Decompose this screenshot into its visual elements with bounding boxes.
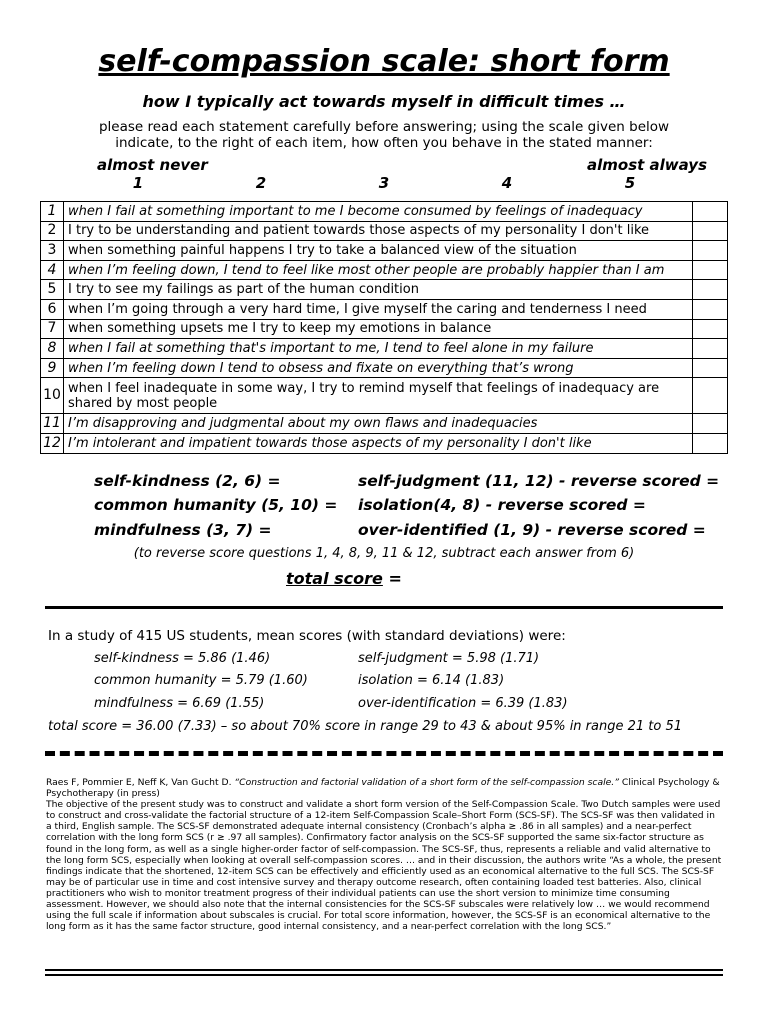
item-number: 8	[41, 339, 64, 359]
item-statement: when something painful happens I try to take a balanced view of the situation	[64, 241, 693, 261]
answer-box[interactable]	[693, 299, 728, 319]
item-statement: when I fail at something important to me I become consumed by feelings of inadequacy	[64, 202, 693, 222]
instructions-line-1: please read each statement carefully before answering; using the scale given below	[98, 119, 670, 135]
item-statement: I’m disapproving and judgmental about my own flaws and inadequacies	[64, 414, 693, 434]
item-statement: when something upsets me I try to keep my emotions in balance	[64, 319, 693, 339]
answer-box[interactable]	[693, 319, 728, 339]
bottom-rule-1	[45, 969, 723, 971]
item-row	[41, 378, 728, 414]
score-isolation	[358, 496, 646, 514]
answer-box[interactable]	[693, 378, 728, 414]
item-number: 7	[41, 319, 64, 339]
score-over-identified	[358, 521, 706, 539]
score-self-judgment	[358, 472, 719, 490]
dashed-divider	[45, 751, 723, 756]
answer-box[interactable]	[693, 280, 728, 300]
stat-total-score: total score = 36.00 (7.33) – so about 70% score in range 29 to 43 & about 95% in range 21 to 51	[48, 719, 683, 734]
scale-anchor-high: almost always	[587, 156, 708, 174]
stat-over-identification: over-identification = 6.39 (1.83)	[358, 696, 568, 711]
answer-box[interactable]	[693, 433, 728, 453]
citation-title: “Construction and factorial validation of a short form of the self-compassion scale.”	[234, 777, 619, 788]
item-number: 12	[41, 433, 64, 453]
scale-anchor-low: almost never	[97, 156, 208, 174]
item-number: 3	[41, 241, 64, 261]
items-table	[40, 201, 728, 454]
item-statement: when I’m feeling down, I tend to feel like most other people are probably happier than I am	[64, 260, 693, 280]
answer-box[interactable]	[693, 339, 728, 359]
item-statement: I’m intolerant and impatient towards those aspects of my personality I don't like	[64, 433, 693, 453]
stat-common-humanity: common humanity = 5.79 (1.60)	[94, 673, 308, 688]
item-row	[41, 260, 728, 280]
item-row	[41, 433, 728, 453]
total-score-equals: =	[382, 569, 402, 588]
item-row	[41, 241, 728, 261]
item-number: 6	[41, 299, 64, 319]
score-common-humanity: common humanity (5, 10) =	[94, 496, 338, 514]
item-statement: when I’m feeling down I tend to obsess and fixate on everything that’s wrong	[64, 358, 693, 378]
item-number: 5	[41, 280, 64, 300]
item-row	[41, 358, 728, 378]
stat-self-judgment: self-judgment = 5.98 (1.71)	[358, 651, 540, 666]
answer-box[interactable]	[693, 414, 728, 434]
reverse-scored-suffix: - reverse scored =	[540, 521, 706, 539]
item-number: 4	[41, 260, 64, 280]
scale-point-2: 2	[255, 174, 267, 192]
item-row	[41, 414, 728, 434]
citation	[46, 777, 722, 799]
total-score-label: total score	[286, 569, 383, 588]
answer-box[interactable]	[693, 241, 728, 261]
item-row	[41, 221, 728, 241]
stat-mindfulness: mindfulness = 6.69 (1.55)	[94, 696, 265, 711]
scale-point-5: 5	[624, 174, 636, 192]
item-row	[41, 280, 728, 300]
answer-box[interactable]	[693, 358, 728, 378]
stat-self-kindness: self-kindness = 5.86 (1.46)	[94, 651, 271, 666]
item-number: 11	[41, 414, 64, 434]
bottom-rule-2	[45, 974, 723, 976]
section-divider	[45, 606, 723, 609]
abstract-text: The objective of the present study was to construct and validate a short form version of the Self-Compassion Scale. Two Dutch samples were used to construct and cross-validate the factorial structure of a 12-item Self-Compassion Scale–Short Form (SCS-SF). The SCS-SF was then validated in a third, English sample. The SCS-SF demonstrated adequate internal consistency (Cronbach’s alpha ≥ .86 in all samples) and a near-perfect correlation with the long form SCS (r ≥ .97 all samples). Confirmatory factor analysis on the SCS-SF supported the same six-factor structure as found in the long form, as well as a single higher-order factor of self-compassion. The SCS-SF, thus, represents a reliable and valid alternative to the long form SCS, especially when looking at overall self-compassion scores. … and in their discussion, the authors write “As a whole, the present findings indicate that the shortened, 12-item SCS can be effectively and efficiently used as an economical alternative to the full SCS. The SCS-SF may be of particular use in time and cost intensive survey and therapy outcome research, often containing loaded test batteries. Also, clinical practitioners who wish to monitor treatment progress of their individual patients can use the short version to minimize time consuming assessment. However, we should also note that the internal consistencies for the SCS-SF subscales were relatively low … we would recommend using the full scale if information about subscales is crucial. For total score information, however, the SCS-SF is an economical alternative to the long form as it has the same factor structure, good internal consistency, and a near-perfect correlation with the long SCS.”	[46, 799, 722, 933]
item-number: 1	[41, 202, 64, 222]
reverse-scored-suffix: - reverse scored =	[480, 496, 646, 514]
score-self-judgment-label: self-judgment (11, 12)	[358, 472, 554, 490]
item-number: 2	[41, 221, 64, 241]
item-row	[41, 339, 728, 359]
reference-block	[46, 777, 722, 932]
score-isolation-label: isolation(4, 8)	[358, 496, 481, 514]
item-row	[41, 202, 728, 222]
citation-journal: Clinical Psychology & Psychotherapy (in press)	[46, 777, 720, 800]
page-subtitle: how I typically act towards myself in difficult times …	[142, 92, 626, 111]
item-row	[41, 319, 728, 339]
score-over-identified-label: over-identified (1, 9)	[358, 521, 541, 539]
score-self-kindness: self-kindness (2, 6) =	[94, 472, 281, 490]
answer-box[interactable]	[693, 260, 728, 280]
item-row	[41, 299, 728, 319]
reverse-scored-suffix: - reverse scored =	[553, 472, 720, 490]
score-mindfulness: mindfulness (3, 7) =	[94, 521, 272, 539]
scale-point-3: 3	[378, 174, 390, 192]
item-number: 10	[41, 378, 64, 414]
answer-box[interactable]	[693, 221, 728, 241]
page-title: self-compassion scale: short form	[98, 44, 670, 79]
item-statement: I try to be understanding and patient towards those aspects of my personality I don't like	[64, 221, 693, 241]
citation-authors: Raes F, Pommier E, Neff K, Van Gucht D.	[46, 777, 232, 788]
study-intro: In a study of 415 US students, mean scores (with standard deviations) were:	[48, 628, 566, 644]
instructions	[90, 119, 678, 151]
item-statement: I try to see my failings as part of the human condition	[64, 280, 693, 300]
item-statement: when I’m going through a very hard time, I give myself the caring and tenderness I need	[64, 299, 693, 319]
stat-isolation: isolation = 6.14 (1.83)	[358, 673, 505, 688]
item-number: 9	[41, 358, 64, 378]
item-statement: when I feel inadequate in some way, I try to remind myself that feelings of inadequacy are shared by most people	[64, 378, 693, 414]
item-statement: when I fail at something that's important to me, I tend to feel alone in my failure	[64, 339, 693, 359]
scale-point-4: 4	[501, 174, 513, 192]
reverse-score-note: (to reverse score questions 1, 4, 8, 9, 11 & 12, subtract each answer from 6)	[133, 546, 635, 561]
instructions-line-2: indicate, to the right of each item, how often you behave in the stated manner:	[115, 135, 653, 151]
scale-point-1: 1	[132, 174, 144, 192]
answer-box[interactable]	[693, 202, 728, 222]
total-score	[286, 569, 402, 588]
